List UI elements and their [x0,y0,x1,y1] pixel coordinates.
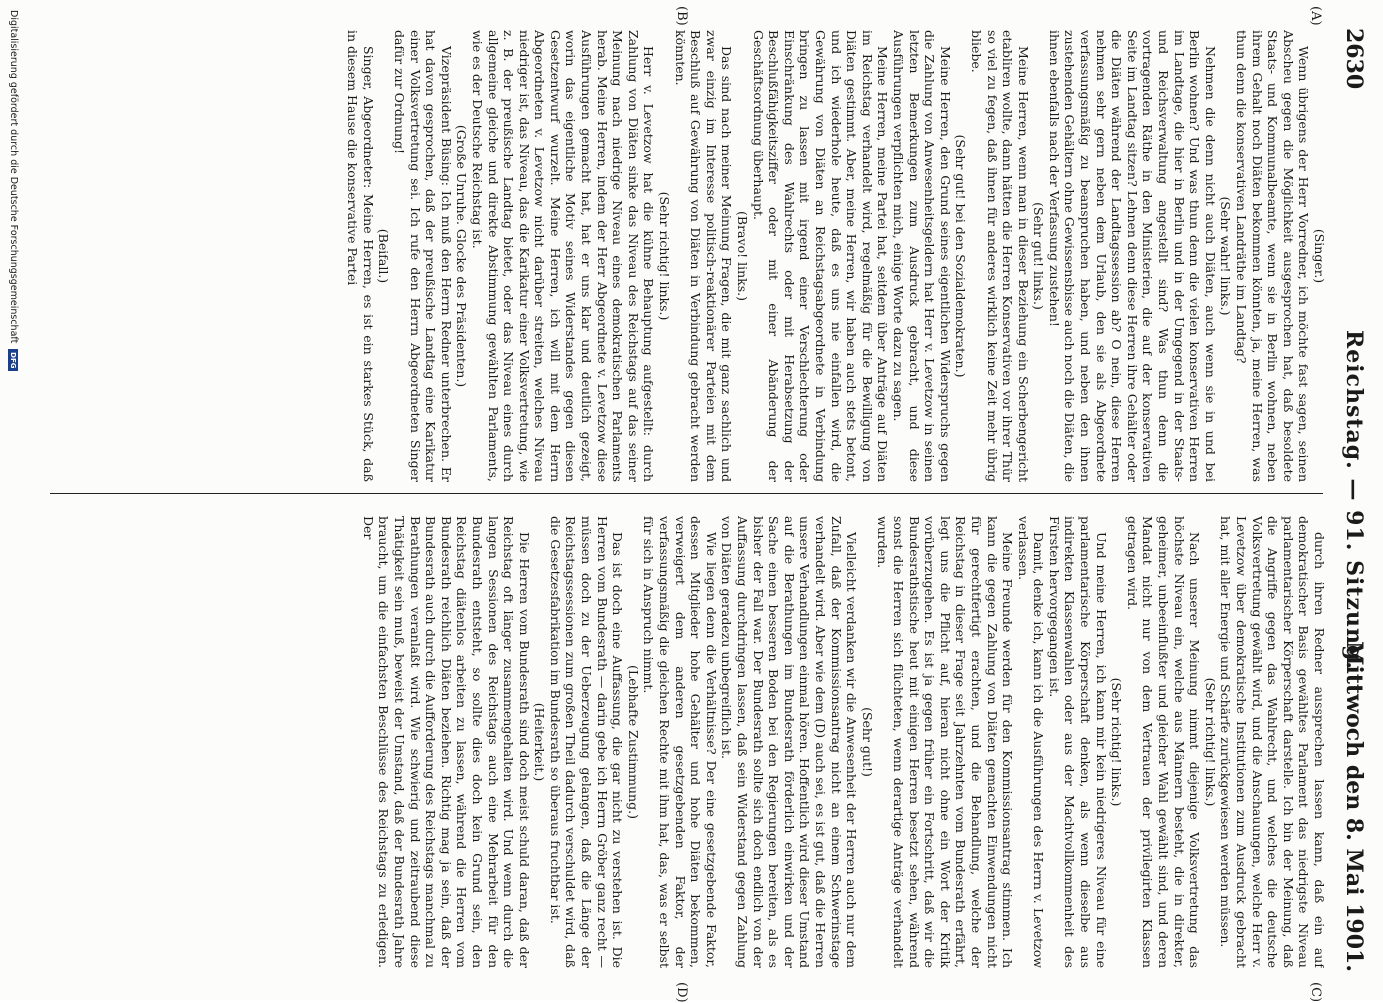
paragraph: (Sehr wahr! links.) [1218,196,1234,316]
paragraph: Singer, Abgeordneter: Meine Herren, es ist ein starkes Stück, daß in diesem Hause die konservative Partei [345,30,376,482]
page-title: Reichstag. — 91. Sitzung. [1341,329,1367,671]
page-footer [8,10,19,371]
paragraph: (Bravo! links.) [735,211,751,301]
digitization-credit: Digitalisierung gefördert durch die Deutsche Forschungsgemeinschaft [8,10,19,344]
paragraph: Die Herren vom Bundesrath sind doch meist schuld daran, daß der Reichstag oft länger zusammengehalten wird. Und wenn durch die langen Sessionen des Reichstags auch eine Mehrarbeit für den Bundesrath entsteht, so sollte dies doch kein Grund sein, den Reichstag diätenlos arbeiten zu lassen, während die Herren vom Bundesrath reichlich Diäten beziehen. Richtig mag ja sein, daß der Bundesrath auch durch die Aufforderung des Reichstags manchmal zu Berathungen veranlaßt wird. Wie schwierig und zeitraubend diese Thätigkeit sein muß, beweist der Umstand, daß der Bundesrath Jahre braucht, um die einfachsten Beschlüsse des Reichstags zu erledigen. Der [360,516,532,968]
paragraph: Meine Herren, meine Partei hat, seitdem über Anträge auf Diäten im Reichstag verhandelt wird, regelmäßig für die Bewilligung von Diäten gestimmt. Aber, meine Herren, wir haben auch stets betont, und ich wiederhole heute, daß es uns nie einfallen wird, die Gewährung von Diäten an Reichstagsabgeordnete in Verbindung bringen zu lassen mit irgend einer Verschlechterung oder Einschränkung des Wahlrechts oder mit Herabsetzung der Beschlußfähigkeitsziffer oder mit einer Abänderung der Geschäftsordnung überhaupt. [750,30,891,482]
column-divider [50,493,1323,494]
paragraph: (Große Unruhe. Glocke des Präsidenten.) [454,124,470,388]
page-number: 2630 [1341,28,1367,90]
page-header [1335,28,1369,972]
session-date: Mittwoch den 8. Mai 1901. [1341,641,1367,972]
paragraph: (Lebhafte Zustimmung.) [625,665,641,819]
paragraph: (Sehr gut! links.) [1031,202,1047,310]
paragraph: (Sehr richtig! links.) [1109,677,1125,807]
left-text-column [50,30,1327,482]
paragraph: Vizepräsident Büsing: Ich muß den Herrn Redner unterbrechen. Er hat davon gesprochen, daß der preußische Landtag eine Karikatur einer Volksvertretung sei. Ich rufe den Herrn Abgeordneten Singer dafür zur Ordnung! [391,30,454,482]
paragraph: (Beifall.) [376,228,392,284]
paragraph: (Heiterkeit.) [532,702,548,782]
margin-marker-c: (C) [1308,982,1323,1003]
paragraph: Nach unserer Meinung nimmt diejenige Volksvertretung das höchste Niveau ein, welche aus Männern besteht, die in direkter, geheimer, unbeeinflußter und gleicher Wahl gewählt sind, und deren Mandat nicht nur von dem Vertrauen der privilegirten Klassen getragen wird. [1124,516,1203,968]
paragraph: (Sehr gut! bei den Sozialdemokraten.) [953,134,969,378]
paragraph: Meine Herren, den Grund seines eigentlichen Widerspruchs gegen die Zahlung von Anwesenheitsgeldern hat Herr v. Levetzow in seinen letzten Bemerkungen zum Ausdruck gebracht, und diese Ausführungen verpflichten mich, einige Worte dazu zu sagen. [890,30,953,482]
paragraph: Wie liegen denn die Verhältnisse? Der eine gesetzgebende Faktor, dessen Mitglieder hohe Gehälter und hohe Diäten bekommen, verweigert dem anderen gesetzgebenden Faktor, der verfassungsmäßig die gleichen Rechte mit ihm hat, das, was er selbst für sich in Anspruch nimmt. [641,516,719,968]
paragraph: Das ist doch eine Auffassung, die gar nicht zu verstehen ist. Die Herren vom Bundesrath — darin gebe ich Herrn Gröber ganz recht — müssen doch zu der Ueberzeugung gelangen, daß die Länge der Reichstagssessionen zum großen Theil dadurch verschuldet wird, daß die Gesetzesfabrikation im Bundesrath so überaus fruchtbar ist. [547,516,626,968]
right-text-column [50,516,1327,968]
paragraph: (Singer.) [1312,228,1327,284]
paragraph: (Sehr richtig! links.) [657,191,673,321]
paragraph: Das sind nach meiner Meinung Fragen, die mit ganz sachlich und zwar einzig im Interesse politisch-reaktionärer Parteien mit dem Beschluß auf Gewährung von Diäten in Verbindung gebracht werden könnten. [672,30,735,482]
paragraph: (Sehr richtig! links.) [1202,677,1218,807]
paragraph: Wenn übrigens der Herr Vorredner, ich möchte fast sagen, seinen Abscheu gegen die Möglichkeit ausgesprochen hat, daß besoldete Staats- und Kommunalbeamte, wenn sie in Berlin wohnen, neben ihrem Gehalt noch Diäten bekommen könnten, ja, meine Herren, was thun denn die konservativen Landräthe im Landtag? [1234,30,1312,482]
paragraph: (Sehr gut!) [859,707,875,777]
paragraph: Damit, denke ich, kann ich die Ausführungen des Herrn v. Levetzow verlassen. [1015,516,1047,968]
paragraph: Herr v. Levetzow hat die kühne Behauptung aufgestellt: durch Zahlung von Diäten sinke das Niveau des Reichstags auf das seiner Meinung nach niedrige Niveau eines demokratischen Parlaments herab. Meine Herren, indem der Herr Abgeordnete v. Levetzow diese Ausführungen gemacht hat, hat er uns klar und deutlich gezeigt, worin das eigentliche Motiv seines Widerstandes gegen diesen Gesetzentwurf wurzelt. Meine Herren, ich will mit dem Herrn Abgeordneten v. Levetzow nicht darüber streiten, welches Niveau niedriger ist, das Niveau, das die Karikatur einer Volksvertretung, wie z. B. der preußische Landtag bietet, oder das Niveau eines durch allgemeine gleiche und direkte Abstimmung gewählten Parlaments, wie es der Deutsche Reichstag ist. [469,30,657,482]
margin-marker-b: (B) [674,6,689,26]
paragraph: durch ihren Redner aussprechen lassen kann, daß ein auf demokratischer Basis gewähltes Parlament das niedrigste Niveau parlamentarischer Körperschaft darstelle. Ich bin der Meinung, daß die Angriffe gegen das Wahlrecht, und welches die deutsche Volksvertretung gewählt wird, und die Anschauungen, welche Herr v. Levetzow über demokratische Institutionen zum Ausdruck gebracht hat, mit aller Energie und Schärfe zurückgewiesen werden müssen. [1218,516,1327,968]
paragraph: Meine Herren, wenn man in dieser Beziehung ein Scherbengericht etabliren wollte, dann hätten die Herren Konservativen vor ihrer Thür so viel zu fegen, daß ihnen für anderes wirklich keine Zeit mehr übrig bliebe. [968,30,1031,482]
margin-marker-a: (A) [1308,6,1323,26]
dfg-logo: DFG [9,349,19,371]
margin-marker-d: (D) [674,982,689,1003]
paragraph: Und meine Herren, ich kann mir kein niedrigeres Niveau für eine parlamentarische Körperschaft denken, als wenn dieselbe aus indirekten Klassenwahlen oder aus der Machtvollkommenheit des Fürsten hervorgegangen ist. [1046,516,1109,968]
paragraph: Nehmen die denn nicht auch Diäten, auch wenn sie in und bei Berlin wohnen? Und was thun denn die vielen konservativen Herren im Landtage, die hier in Berlin und in der Umgegend in der Staats- und Reichsverwaltung angestellt sind? Was thun denn die vortragenden Räthe in den Ministerien, die auf der konservativen Seite im Landtag sitzen? Lehnen denn diese Herren ihre Gehälter oder die Diäten während der Landtagssession ab? O nein, diese Herren nehmen sehr gern neben dem Urlaub, den sie als Abgeordnete verfassungsmäßig zu beanspruchen haben, und neben den ihnen zustehenden Gehältern ohne Gewissensbisse auch noch die Diäten, die ihnen ebenfalls nach der Verfassung zustehen! [1046,30,1218,482]
paragraph: Vielleicht verdanken wir die Anwesenheit der Herren auch nur dem Zufall, daß der Kommissionsantrag nicht an einem Schwerinstage verhandelt wird. Aber wie dem (D) auch sei, es ist gut, daß die Herren unsere Verhandlungen einmal hören. Hoffentlich wird dieser Umstand auf die Berathungen im Bundesrath förderlich einwirken und der Sache einen besseren Boden bei den Regierungen bereiten, als es bisher der Fall war. Der Bundesrath sollte sich doch endlich von der Auffassung durchdringen lassen, daß sein Widerstand gegen Zahlung von Diäten geradezu unbegreiflich ist. [719,516,860,968]
paragraph: Meine Freunde werden für den Kommissionsantrag stimmen. Ich kann die gegen Zahlung von Diäten gemachten Einwendungen nicht für gerechtfertigt erachten, und die Behandlung, welche der Reichstag in dieser Frage seit Jahrzehnten vom Bundesrath erfährt, legt uns die Pflicht auf, hieran nicht ohne ein Wort der Kritik vorüberzugehen. Es ist ja gegen früher ein Fortschritt, daß wir die Bundesrathstische heut mit einigen Herren besetzt sehen, während sonst die Herren sich flüchteten, wenn derartige Anträge verhandelt wurden. [875,516,1016,968]
